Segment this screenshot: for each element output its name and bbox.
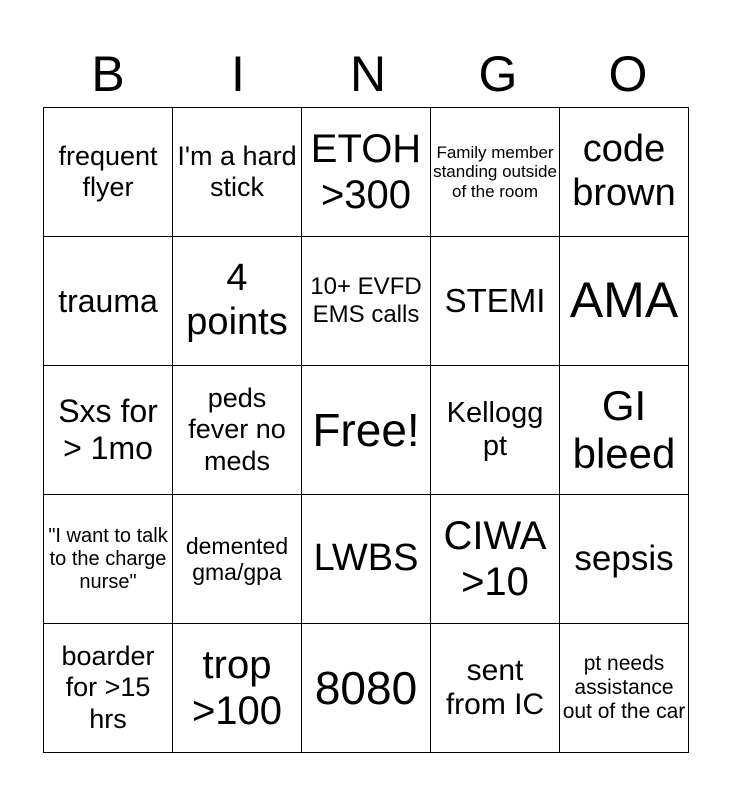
bingo-square[interactable] [431, 108, 560, 237]
bingo-square-label: sent from IC [445, 653, 545, 721]
bingo-square[interactable] [173, 237, 302, 366]
bingo-square-label: pt needs assistance out of the car [562, 651, 686, 724]
bingo-square-label: demented gma/gpa [185, 532, 289, 585]
bingo-square[interactable] [173, 108, 302, 237]
bingo-square[interactable] [431, 624, 560, 753]
bingo-square[interactable] [560, 108, 689, 237]
bingo-square-label: Family member standing outside of the room [433, 142, 557, 201]
bingo-square[interactable] [173, 495, 302, 624]
header-letter-b: B [91, 46, 125, 102]
header-letter-i: I [231, 46, 245, 102]
bingo-square[interactable] [560, 366, 689, 495]
bingo-square[interactable] [302, 624, 431, 753]
bingo-square-label: trop >100 [191, 643, 283, 733]
bingo-square-label: 4 points [186, 257, 288, 343]
bingo-square[interactable] [173, 624, 302, 753]
bingo-square-label: LWBS [313, 537, 419, 580]
bingo-square-label: "I want to talk to the charge nurse" [48, 524, 168, 593]
bingo-square[interactable] [44, 495, 173, 624]
bingo-square-label: Sxs for > 1mo [58, 393, 158, 466]
bingo-square[interactable] [44, 237, 173, 366]
bingo-row [44, 108, 689, 237]
bingo-square[interactable] [302, 237, 431, 366]
bingo-header [43, 40, 693, 108]
bingo-square-label: AMA [569, 272, 679, 329]
bingo-square-label: frequent flyer [58, 140, 158, 202]
bingo-square-label: Free! [312, 403, 420, 456]
bingo-square-label: STEMI [444, 282, 546, 320]
bingo-square[interactable] [431, 495, 560, 624]
bingo-square-label: 10+ EVFD EMS calls [310, 273, 422, 328]
bingo-square-label: peds fever no meds [188, 383, 286, 476]
bingo-square[interactable] [44, 366, 173, 495]
bingo-square-label: sepsis [574, 538, 674, 578]
bingo-square[interactable] [44, 108, 173, 237]
bingo-square[interactable] [173, 366, 302, 495]
bingo-row [44, 366, 689, 495]
bingo-row [44, 237, 689, 366]
bingo-square[interactable] [44, 624, 173, 753]
bingo-card [43, 107, 689, 753]
bingo-square[interactable] [560, 237, 689, 366]
bingo-square[interactable] [560, 495, 689, 624]
bingo-square-label: GI bleed [572, 381, 676, 477]
bingo-square[interactable] [560, 624, 689, 753]
header-letter-o: O [608, 46, 648, 102]
bingo-square-label: boarder for >15 hrs [61, 641, 155, 734]
bingo-square-label: I'm a hard stick [177, 140, 297, 202]
bingo-row [44, 624, 689, 753]
bingo-square-label: code brown [572, 128, 676, 214]
bingo-square[interactable] [431, 366, 560, 495]
bingo-square[interactable] [302, 108, 431, 237]
bingo-square-label: CIWA >10 [443, 514, 547, 604]
bingo-square-label: trauma [58, 282, 158, 319]
bingo-square[interactable] [302, 366, 431, 495]
bingo-square[interactable] [431, 237, 560, 366]
header-letter-n: N [349, 46, 387, 102]
bingo-square[interactable] [302, 495, 431, 624]
bingo-square-label: ETOH >300 [310, 127, 422, 217]
bingo-row [44, 495, 689, 624]
bingo-square-label: 8080 [314, 661, 418, 714]
header-letter-g: G [478, 46, 518, 102]
bingo-square-label: Kellogg pt [446, 396, 544, 462]
